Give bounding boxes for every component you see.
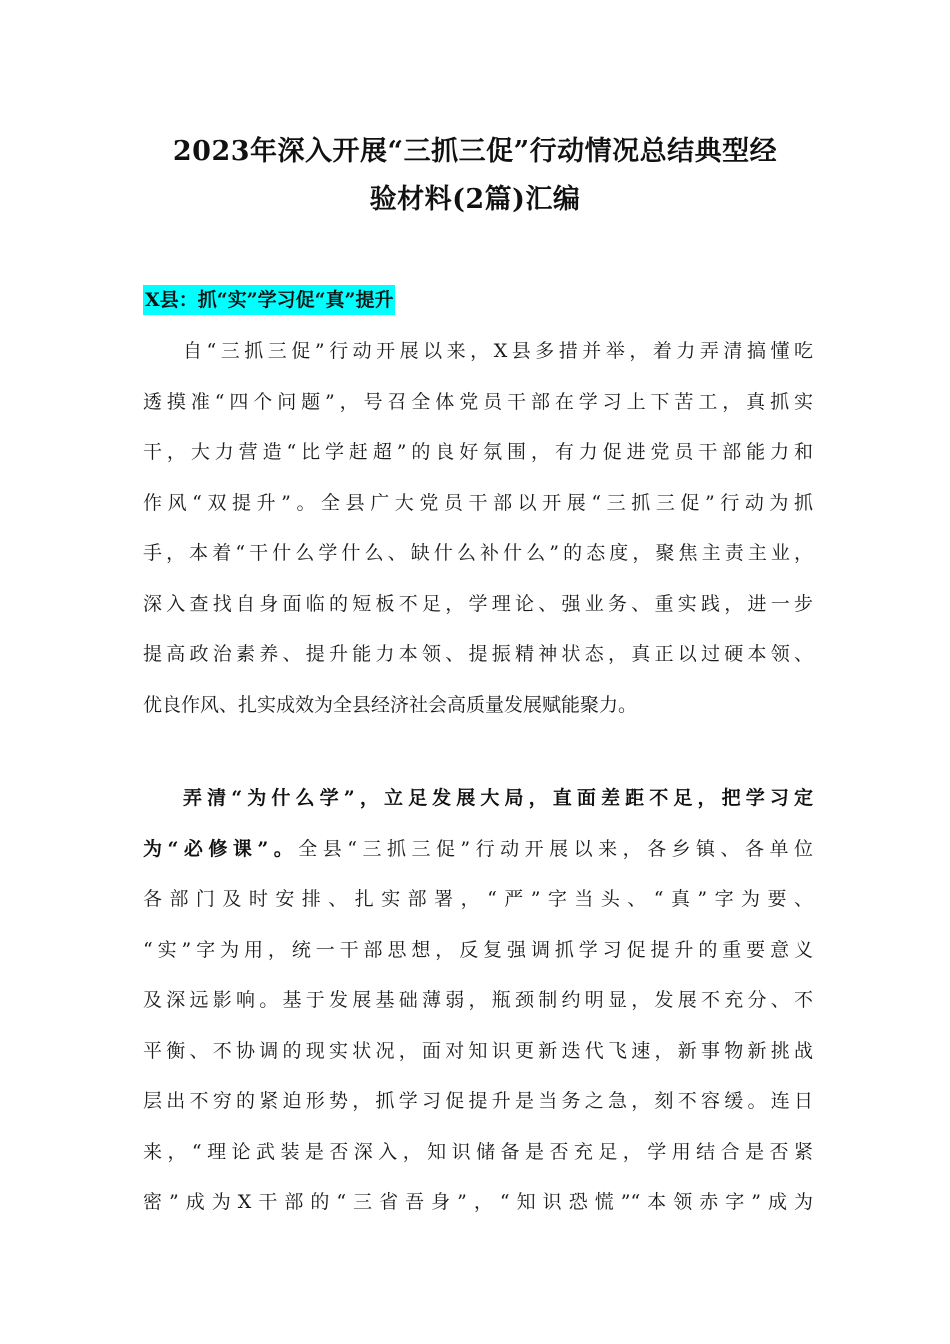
paragraph-bold-lead-end: 为“必修课”。 xyxy=(143,837,299,860)
paragraph-line: 来，“理论武装是否深入，知识储备是否充足，学用结合是否紧 xyxy=(143,1140,813,1163)
paragraph-why-learn xyxy=(143,773,813,1228)
paragraph-line: 及深远影响。基于发展基础薄弱，瓶颈制约明显，发展不充分、不 xyxy=(143,989,813,1011)
document-title xyxy=(120,128,830,224)
paragraph-line: 作风“双提升”。全县广大党员干部以开展“三抓三促”行动为抓 xyxy=(143,491,813,514)
paragraph-line: 手，本着“干什么学什么、缺什么补什么”的态度，聚焦主责主业， xyxy=(143,542,813,564)
paragraph-mixed-line xyxy=(143,824,813,875)
paragraph-line-rest: 全县“三抓三促”行动开展以来，各乡镇、各单位 xyxy=(298,837,814,860)
paragraph-bold-lead-line: 弄清“为什么学”，立足发展大局，直面差距不足，把学习定 xyxy=(183,787,813,809)
document-title-line-1: 2023年深入开展“三抓三促”行动情况总结典型经 xyxy=(172,136,778,167)
paragraph-line: 各部门及时安排、扎实部署，“严”字当头、“真”字为要、 xyxy=(143,888,813,910)
paragraph-line: 层出不穷的紧迫形势，抓学习促提升是当务之急，刻不容缓。连日 xyxy=(143,1090,813,1112)
paragraph-line: 干，大力营造“比学赶超”的良好氛围，有力促进党员干部能力和 xyxy=(143,441,813,463)
paragraph-line: 自“三抓三促”行动开展以来，X县多措并举，着力弄清搞懂吃 xyxy=(183,340,813,362)
section-heading-highlighted: X县：抓“实”学习促“真”提升 xyxy=(143,285,395,315)
paragraph-line: 透摸准“四个问题”，号召全体党员干部在学习上下苦工，真抓实 xyxy=(143,390,813,413)
paragraph-line: 平衡、不协调的现实状况，面对知识更新迭代飞速，新事物新挑战 xyxy=(143,1039,813,1062)
document-title-line-2: 验材料(2篇)汇编 xyxy=(369,184,581,215)
paragraph-line: 优良作风、扎实成效为全县经济社会高质量发展赋能聚力。 xyxy=(143,693,638,716)
paragraph-line: 密”成为X干部的“三省吾身”，“知识恐慌”“本领赤字”成为 xyxy=(143,1191,813,1213)
paragraph-line: 深入查找自身面临的短板不足，学理论、强业务、重实践，进一步 xyxy=(143,592,813,615)
paragraph-line: “实”字为用，统一干部思想，反复强调抓学习促提升的重要意义 xyxy=(143,938,813,961)
paragraph-line: 提高政治素养、提升能力本领、提振精神状态，真正以过硬本领、 xyxy=(143,643,813,665)
paragraph-intro xyxy=(143,326,813,730)
